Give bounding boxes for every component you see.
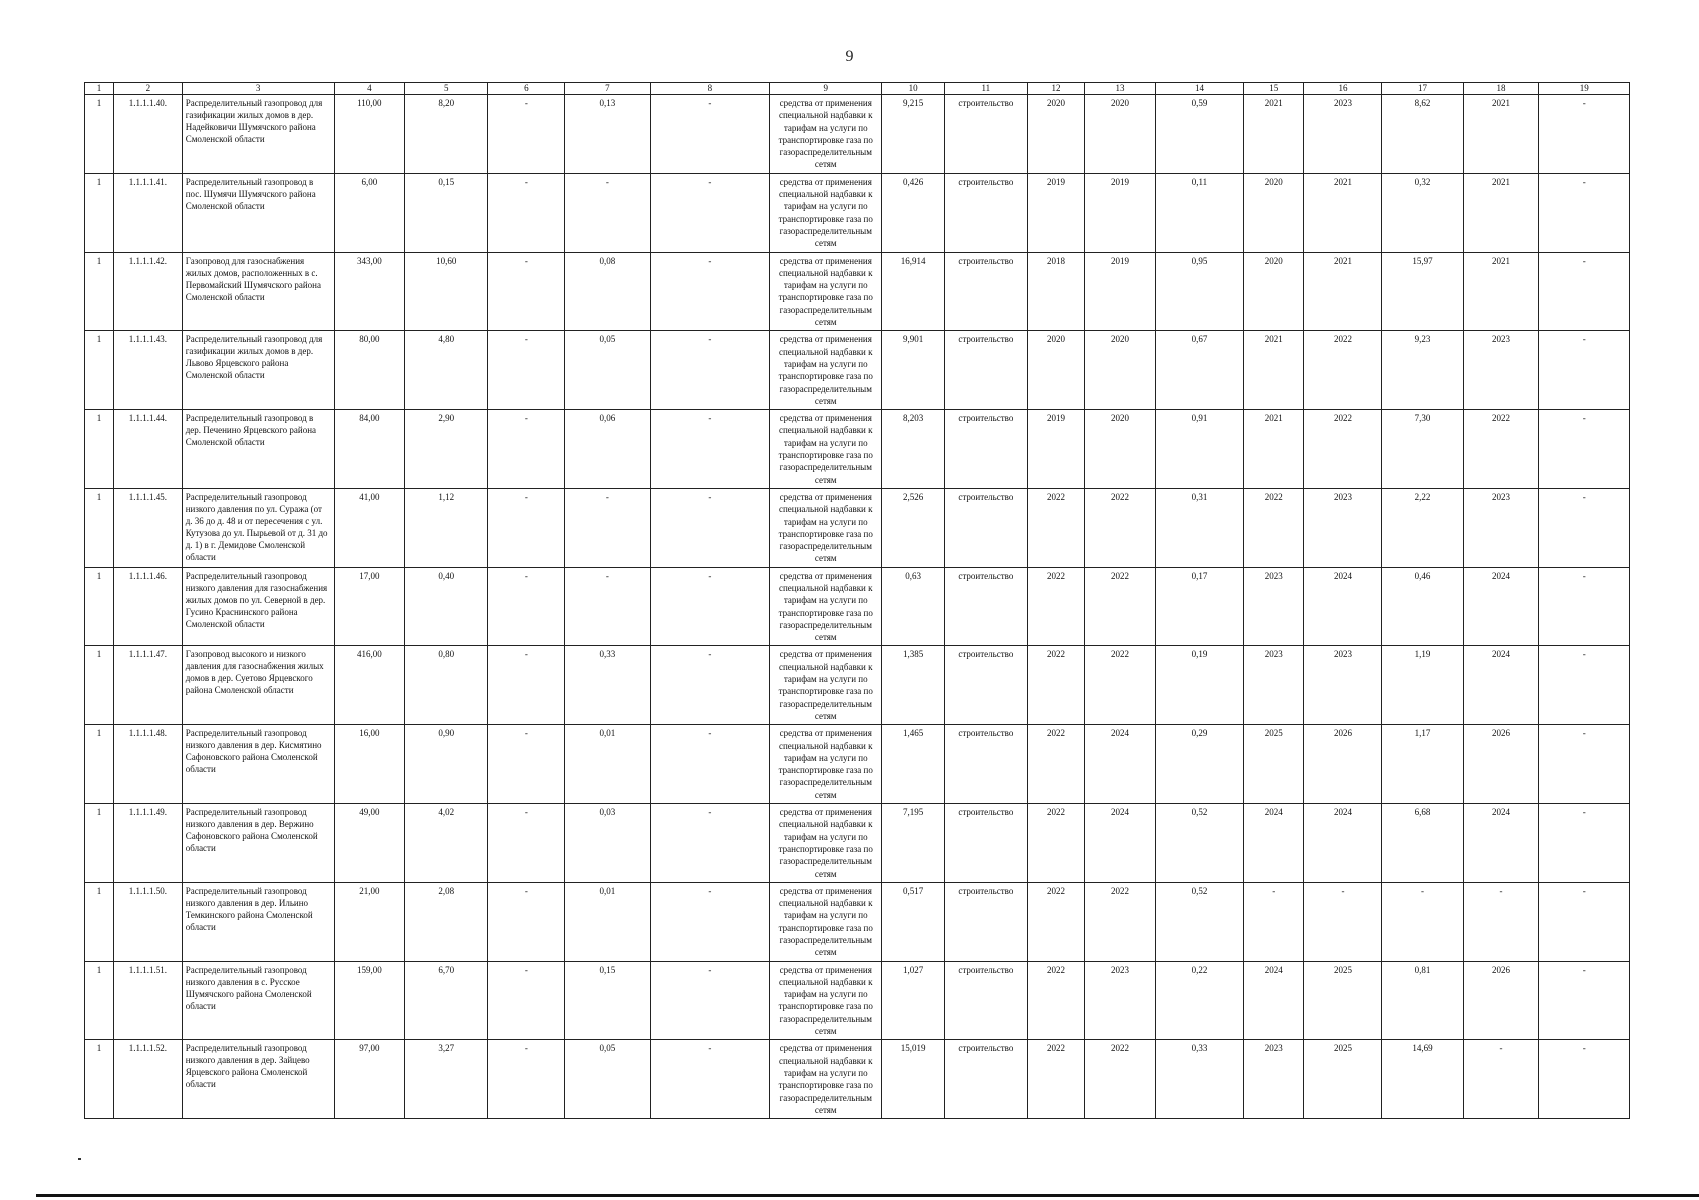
col-13-year: 2019	[1085, 252, 1156, 331]
col-4-value: 41,00	[334, 488, 405, 567]
col-15-year: 2024	[1244, 804, 1304, 883]
col-5-value: 0,80	[405, 646, 488, 725]
project-code: 1.1.1.1.40.	[114, 95, 183, 174]
column-number-14: 14	[1155, 83, 1243, 95]
col-4-value: 6,00	[334, 173, 405, 252]
table-row	[85, 252, 1630, 331]
col-18-year: 2022	[1463, 410, 1539, 489]
col-8-value: -	[650, 725, 770, 804]
column-number-7: 7	[565, 83, 650, 95]
work-type: строительство	[944, 804, 1027, 883]
col-10-value: 9,901	[882, 331, 944, 410]
col-7-value: -	[565, 567, 650, 646]
row-index: 1	[85, 252, 114, 331]
col-7-value: 0,01	[565, 725, 650, 804]
col-6-value: -	[488, 252, 565, 331]
col-7-value: 0,06	[565, 410, 650, 489]
col-14-value: 0,91	[1155, 410, 1243, 489]
col-18-year: 2021	[1463, 252, 1539, 331]
project-code: 1.1.1.1.46.	[114, 567, 183, 646]
column-number-9: 9	[770, 83, 882, 95]
col-12-year: 2020	[1027, 95, 1084, 174]
col-10-value: 0,426	[882, 173, 944, 252]
col-10-value: 1,385	[882, 646, 944, 725]
col-13-year: 2022	[1085, 567, 1156, 646]
col-8-value: -	[650, 567, 770, 646]
col-14-value: 0,31	[1155, 488, 1243, 567]
column-number-1: 1	[85, 83, 114, 95]
col-13-year: 2024	[1085, 725, 1156, 804]
col-14-value: 0,59	[1155, 95, 1243, 174]
col-18-year: 2021	[1463, 173, 1539, 252]
project-code: 1.1.1.1.50.	[114, 882, 183, 961]
table-row	[85, 331, 1630, 410]
col-13-year: 2022	[1085, 882, 1156, 961]
col-15-year: 2024	[1244, 961, 1304, 1040]
col-12-year: 2022	[1027, 804, 1084, 883]
project-name: Распределительный газопровод в пос. Шумячи Шумячского района Смоленской области	[182, 173, 334, 252]
col-7-value: 0,33	[565, 646, 650, 725]
col-17-value: 6,68	[1382, 804, 1463, 883]
column-number-5: 5	[405, 83, 488, 95]
project-name: Распределительный газопровод низкого давления в дер. Вержино Сафоновского района Смоленской области	[182, 804, 334, 883]
col-5-value: 0,40	[405, 567, 488, 646]
col-15-year: 2021	[1244, 95, 1304, 174]
column-number-11: 11	[944, 83, 1027, 95]
col-5-value: 2,08	[405, 882, 488, 961]
col-6-value: -	[488, 567, 565, 646]
col-12-year: 2022	[1027, 646, 1084, 725]
col-17-value: 7,30	[1382, 410, 1463, 489]
col-19-value: -	[1539, 488, 1630, 567]
col-5-value: 3,27	[405, 1040, 488, 1119]
col-17-value: 15,97	[1382, 252, 1463, 331]
col-19-value: -	[1539, 173, 1630, 252]
column-number-8: 8	[650, 83, 770, 95]
row-index: 1	[85, 1040, 114, 1119]
col-7-value: 0,05	[565, 331, 650, 410]
col-8-value: -	[650, 488, 770, 567]
col-7-value: 0,03	[565, 804, 650, 883]
col-19-value: -	[1539, 95, 1630, 174]
col-14-value: 0,95	[1155, 252, 1243, 331]
row-index: 1	[85, 882, 114, 961]
col-5-value: 0,90	[405, 725, 488, 804]
project-code: 1.1.1.1.41.	[114, 173, 183, 252]
col-6-value: -	[488, 882, 565, 961]
col-14-value: 0,52	[1155, 804, 1243, 883]
col-19-value: -	[1539, 646, 1630, 725]
column-number-19: 19	[1539, 83, 1630, 95]
col-4-value: 49,00	[334, 804, 405, 883]
col-5-value: 8,20	[405, 95, 488, 174]
col-8-value: -	[650, 331, 770, 410]
table-row	[85, 95, 1630, 174]
col-7-value: 0,05	[565, 1040, 650, 1119]
col-8-value: -	[650, 882, 770, 961]
col-5-value: 4,80	[405, 331, 488, 410]
col-6-value: -	[488, 1040, 565, 1119]
project-table	[84, 82, 1630, 1119]
col-17-value: 1,19	[1382, 646, 1463, 725]
col-19-value: -	[1539, 725, 1630, 804]
funding-source: средства от применения специальной надбавки к тарифам на услуги по транспортировке газа по газораспределительным сетям	[770, 567, 882, 646]
col-8-value: -	[650, 961, 770, 1040]
col-10-value: 2,526	[882, 488, 944, 567]
col-6-value: -	[488, 331, 565, 410]
row-index: 1	[85, 331, 114, 410]
column-number-13: 13	[1085, 83, 1156, 95]
row-index: 1	[85, 173, 114, 252]
col-8-value: -	[650, 252, 770, 331]
project-name: Распределительный газопровод для газификации жилых домов в дер. Надейковичи Шумячского района Смоленской области	[182, 95, 334, 174]
col-13-year: 2024	[1085, 804, 1156, 883]
table-row	[85, 567, 1630, 646]
col-5-value: 4,02	[405, 804, 488, 883]
col-10-value: 0,63	[882, 567, 944, 646]
col-18-year: 2024	[1463, 804, 1539, 883]
project-name: Распределительный газопровод низкого давления в дер. Ильино Темкинского района Смоленской области	[182, 882, 334, 961]
col-7-value: -	[565, 173, 650, 252]
page-number: 9	[845, 48, 854, 65]
column-number-row	[85, 83, 1630, 95]
col-6-value: -	[488, 646, 565, 725]
col-16-year: 2023	[1304, 646, 1382, 725]
work-type: строительство	[944, 95, 1027, 174]
col-17-value: 14,69	[1382, 1040, 1463, 1119]
col-19-value: -	[1539, 961, 1630, 1040]
project-code: 1.1.1.1.52.	[114, 1040, 183, 1119]
col-14-value: 0,22	[1155, 961, 1243, 1040]
col-12-year: 2022	[1027, 567, 1084, 646]
col-7-value: 0,08	[565, 252, 650, 331]
col-10-value: 8,203	[882, 410, 944, 489]
project-name: Распределительный газопровод низкого давления в дер. Кисмятино Сафоновского района Смоленской области	[182, 725, 334, 804]
col-12-year: 2019	[1027, 173, 1084, 252]
col-7-value: 0,15	[565, 961, 650, 1040]
col-15-year: -	[1244, 882, 1304, 961]
col-15-year: 2023	[1244, 1040, 1304, 1119]
col-10-value: 0,517	[882, 882, 944, 961]
col-15-year: 2023	[1244, 567, 1304, 646]
work-type: строительство	[944, 252, 1027, 331]
col-12-year: 2022	[1027, 488, 1084, 567]
row-index: 1	[85, 725, 114, 804]
col-12-year: 2022	[1027, 725, 1084, 804]
col-15-year: 2021	[1244, 331, 1304, 410]
col-12-year: 2022	[1027, 882, 1084, 961]
project-name: Распределительный газопровод низкого давления в дер. Зайцево Ярцевского района Смоленской области	[182, 1040, 334, 1119]
col-12-year: 2022	[1027, 961, 1084, 1040]
col-12-year: 2018	[1027, 252, 1084, 331]
column-number-2: 2	[114, 83, 183, 95]
col-19-value: -	[1539, 252, 1630, 331]
project-name: Распределительный газопровод низкого давления в с. Русское Шумячского района Смоленской области	[182, 961, 334, 1040]
col-17-value: 0,46	[1382, 567, 1463, 646]
col-8-value: -	[650, 646, 770, 725]
funding-source: средства от применения специальной надбавки к тарифам на услуги по транспортировке газа по газораспределительным сетям	[770, 882, 882, 961]
project-name: Газопровод высокого и низкого давления для газоснабжения жилых домов в дер. Суетово Ярцевского района Смоленской области	[182, 646, 334, 725]
col-15-year: 2023	[1244, 646, 1304, 725]
col-5-value: 2,90	[405, 410, 488, 489]
work-type: строительство	[944, 488, 1027, 567]
table-row	[85, 410, 1630, 489]
col-14-value: 0,11	[1155, 173, 1243, 252]
project-name: Распределительный газопровод для газификации жилых домов в дер. Львово Ярцевского района Смоленской области	[182, 331, 334, 410]
column-number-3: 3	[182, 83, 334, 95]
col-15-year: 2025	[1244, 725, 1304, 804]
col-19-value: -	[1539, 1040, 1630, 1119]
col-13-year: 2022	[1085, 1040, 1156, 1119]
column-number-18: 18	[1463, 83, 1539, 95]
table-row	[85, 488, 1630, 567]
col-6-value: -	[488, 804, 565, 883]
funding-source: средства от применения специальной надбавки к тарифам на услуги по транспортировке газа по газораспределительным сетям	[770, 725, 882, 804]
bottom-border-line	[36, 1194, 1699, 1197]
col-10-value: 7,195	[882, 804, 944, 883]
table-row	[85, 804, 1630, 883]
col-7-value: 0,13	[565, 95, 650, 174]
col-4-value: 16,00	[334, 725, 405, 804]
col-10-value: 1,027	[882, 961, 944, 1040]
col-18-year: 2024	[1463, 567, 1539, 646]
col-16-year: 2022	[1304, 331, 1382, 410]
col-7-value: 0,01	[565, 882, 650, 961]
col-4-value: 84,00	[334, 410, 405, 489]
work-type: строительство	[944, 567, 1027, 646]
col-19-value: -	[1539, 804, 1630, 883]
col-16-year: 2021	[1304, 173, 1382, 252]
project-name: Распределительный газопровод низкого давления для газоснабжения жилых домов по ул. Северной в дер. Гусино Краснинского района Смоленской области	[182, 567, 334, 646]
work-type: строительство	[944, 1040, 1027, 1119]
project-code: 1.1.1.1.44.	[114, 410, 183, 489]
work-type: строительство	[944, 173, 1027, 252]
row-index: 1	[85, 410, 114, 489]
col-19-value: -	[1539, 882, 1630, 961]
funding-source: средства от применения специальной надбавки к тарифам на услуги по транспортировке газа по газораспределительным сетям	[770, 646, 882, 725]
col-5-value: 1,12	[405, 488, 488, 567]
col-4-value: 416,00	[334, 646, 405, 725]
col-16-year: 2021	[1304, 252, 1382, 331]
funding-source: средства от применения специальной надбавки к тарифам на услуги по транспортировке газа по газораспределительным сетям	[770, 804, 882, 883]
col-17-value: 8,62	[1382, 95, 1463, 174]
col-17-value: 0,81	[1382, 961, 1463, 1040]
col-16-year: 2023	[1304, 95, 1382, 174]
col-8-value: -	[650, 173, 770, 252]
col-18-year: 2026	[1463, 725, 1539, 804]
col-6-value: -	[488, 488, 565, 567]
col-10-value: 15,019	[882, 1040, 944, 1119]
col-18-year: -	[1463, 882, 1539, 961]
column-number-15: 15	[1244, 83, 1304, 95]
scan-mark	[78, 1158, 81, 1160]
project-code: 1.1.1.1.51.	[114, 961, 183, 1040]
work-type: строительство	[944, 646, 1027, 725]
col-19-value: -	[1539, 567, 1630, 646]
column-number-4: 4	[334, 83, 405, 95]
col-16-year: 2023	[1304, 488, 1382, 567]
project-name: Газопровод для газоснабжения жилых домов, расположенных в с. Первомайский Шумячского района Смоленской области	[182, 252, 334, 331]
col-14-value: 0,67	[1155, 331, 1243, 410]
col-4-value: 80,00	[334, 331, 405, 410]
col-16-year: 2024	[1304, 567, 1382, 646]
col-15-year: 2022	[1244, 488, 1304, 567]
work-type: строительство	[944, 961, 1027, 1040]
col-5-value: 6,70	[405, 961, 488, 1040]
col-18-year: 2024	[1463, 646, 1539, 725]
work-type: строительство	[944, 331, 1027, 410]
project-code: 1.1.1.1.43.	[114, 331, 183, 410]
col-8-value: -	[650, 95, 770, 174]
project-code: 1.1.1.1.47.	[114, 646, 183, 725]
col-6-value: -	[488, 173, 565, 252]
column-number-6: 6	[488, 83, 565, 95]
work-type: строительство	[944, 882, 1027, 961]
project-name: Распределительный газопровод в дер. Печенино Ярцевского района Смоленской области	[182, 410, 334, 489]
work-type: строительство	[944, 410, 1027, 489]
row-index: 1	[85, 646, 114, 725]
col-13-year: 2020	[1085, 95, 1156, 174]
col-13-year: 2023	[1085, 961, 1156, 1040]
col-16-year: 2025	[1304, 961, 1382, 1040]
col-14-value: 0,52	[1155, 882, 1243, 961]
col-14-value: 0,19	[1155, 646, 1243, 725]
table-row	[85, 1040, 1630, 1119]
funding-source: средства от применения специальной надбавки к тарифам на услуги по транспортировке газа по газораспределительным сетям	[770, 961, 882, 1040]
col-13-year: 2022	[1085, 646, 1156, 725]
table-row	[85, 646, 1630, 725]
column-number-17: 17	[1382, 83, 1463, 95]
col-8-value: -	[650, 804, 770, 883]
col-18-year: 2021	[1463, 95, 1539, 174]
col-14-value: 0,33	[1155, 1040, 1243, 1119]
col-4-value: 343,00	[334, 252, 405, 331]
col-19-value: -	[1539, 410, 1630, 489]
col-17-value: 9,23	[1382, 331, 1463, 410]
col-18-year: 2023	[1463, 331, 1539, 410]
col-18-year: 2023	[1463, 488, 1539, 567]
col-13-year: 2020	[1085, 410, 1156, 489]
col-6-value: -	[488, 410, 565, 489]
col-12-year: 2019	[1027, 410, 1084, 489]
funding-source: средства от применения специальной надбавки к тарифам на услуги по транспортировке газа по газораспределительным сетям	[770, 252, 882, 331]
col-12-year: 2020	[1027, 331, 1084, 410]
col-4-value: 17,00	[334, 567, 405, 646]
col-10-value: 1,465	[882, 725, 944, 804]
table-row	[85, 882, 1630, 961]
col-4-value: 159,00	[334, 961, 405, 1040]
col-6-value: -	[488, 95, 565, 174]
col-10-value: 9,215	[882, 95, 944, 174]
col-7-value: -	[565, 488, 650, 567]
col-13-year: 2019	[1085, 173, 1156, 252]
col-13-year: 2022	[1085, 488, 1156, 567]
col-15-year: 2020	[1244, 252, 1304, 331]
col-12-year: 2022	[1027, 1040, 1084, 1119]
col-13-year: 2020	[1085, 331, 1156, 410]
col-16-year: 2024	[1304, 804, 1382, 883]
col-15-year: 2020	[1244, 173, 1304, 252]
col-6-value: -	[488, 725, 565, 804]
col-17-value: 1,17	[1382, 725, 1463, 804]
project-code: 1.1.1.1.45.	[114, 488, 183, 567]
table-row	[85, 961, 1630, 1040]
column-number-12: 12	[1027, 83, 1084, 95]
col-4-value: 21,00	[334, 882, 405, 961]
col-16-year: -	[1304, 882, 1382, 961]
row-index: 1	[85, 961, 114, 1040]
funding-source: средства от применения специальной надбавки к тарифам на услуги по транспортировке газа по газораспределительным сетям	[770, 410, 882, 489]
col-5-value: 10,60	[405, 252, 488, 331]
column-number-10: 10	[882, 83, 944, 95]
col-16-year: 2026	[1304, 725, 1382, 804]
col-18-year: 2026	[1463, 961, 1539, 1040]
funding-source: средства от применения специальной надбавки к тарифам на услуги по транспортировке газа по газораспределительным сетям	[770, 488, 882, 567]
col-18-year: -	[1463, 1040, 1539, 1119]
col-19-value: -	[1539, 331, 1630, 410]
col-6-value: -	[488, 961, 565, 1040]
col-10-value: 16,914	[882, 252, 944, 331]
project-code: 1.1.1.1.48.	[114, 725, 183, 804]
funding-source: средства от применения специальной надбавки к тарифам на услуги по транспортировке газа по газораспределительным сетям	[770, 173, 882, 252]
col-14-value: 0,17	[1155, 567, 1243, 646]
col-15-year: 2021	[1244, 410, 1304, 489]
col-8-value: -	[650, 410, 770, 489]
col-5-value: 0,15	[405, 173, 488, 252]
col-17-value: 2,22	[1382, 488, 1463, 567]
project-code: 1.1.1.1.42.	[114, 252, 183, 331]
col-8-value: -	[650, 1040, 770, 1119]
col-17-value: -	[1382, 882, 1463, 961]
row-index: 1	[85, 567, 114, 646]
row-index: 1	[85, 95, 114, 174]
row-index: 1	[85, 804, 114, 883]
col-14-value: 0,29	[1155, 725, 1243, 804]
work-type: строительство	[944, 725, 1027, 804]
project-name: Распределительный газопровод низкого давления по ул. Суража (от д. 36 до д. 48 и от пересечения с ул. Кутузова до ул. Пырьевой от д. 31 до д. 1) в г. Демидове Смоленской области	[182, 488, 334, 567]
col-4-value: 110,00	[334, 95, 405, 174]
table-row	[85, 173, 1630, 252]
col-16-year: 2022	[1304, 410, 1382, 489]
table-row	[85, 725, 1630, 804]
funding-source: средства от применения специальной надбавки к тарифам на услуги по транспортировке газа по газораспределительным сетям	[770, 331, 882, 410]
row-index: 1	[85, 488, 114, 567]
funding-source: средства от применения специальной надбавки к тарифам на услуги по транспортировке газа по газораспределительным сетям	[770, 95, 882, 174]
column-number-16: 16	[1304, 83, 1382, 95]
project-code: 1.1.1.1.49.	[114, 804, 183, 883]
col-4-value: 97,00	[334, 1040, 405, 1119]
col-16-year: 2025	[1304, 1040, 1382, 1119]
col-17-value: 0,32	[1382, 173, 1463, 252]
funding-source: средства от применения специальной надбавки к тарифам на услуги по транспортировке газа по газораспределительным сетям	[770, 1040, 882, 1119]
